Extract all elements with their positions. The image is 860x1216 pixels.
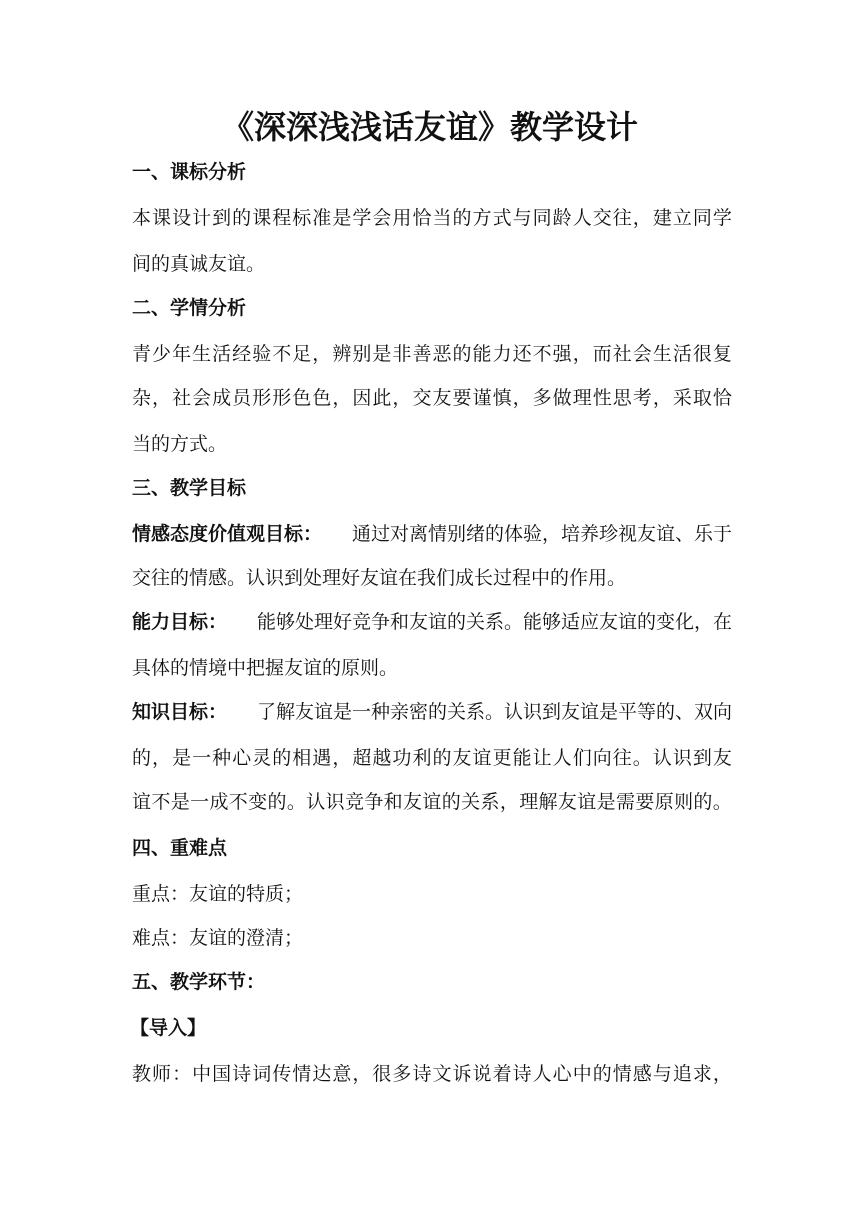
paragraph-line: 青 少 年 生 活 经 验 不 足 ， 辨 别 是 非 善 恶 的 能 力 还 不 强 ， 而 社 会 生 活 很 复 xyxy=(132,343,732,365)
objective-label: 知识目标： xyxy=(132,701,228,723)
paragraph-line: 谊 不 是 一 成 不 变 的 。 认 识 竞 争 和 友 谊 的 关 系 ， 理 解 友 谊 是 需 要 原 则 的 。 xyxy=(132,791,732,813)
paragraph-line: 具体的情境中把握友谊的原则。 xyxy=(132,657,399,679)
objective-knowledge-line xyxy=(132,698,732,726)
objective-text: 能够处理好竞争和友谊的关系。能够适应友谊的变化，在 xyxy=(256,611,732,633)
paragraph-line: 间的真诚友谊。 xyxy=(132,253,266,275)
objective-label: 能力目标： xyxy=(132,611,228,633)
objective-label: 情感态度价值观目标： xyxy=(132,523,323,545)
key-point-line: 重点：友谊的特质； xyxy=(132,883,304,905)
section-heading-key-points: 四、重难点 xyxy=(132,837,228,859)
paragraph-line: 教 师 ： 中 国 诗 词 传 情 达 意 ， 很 多 诗 文 诉 说 着 诗 人 心 中 的 情 感 与 追 求 ， xyxy=(132,1063,732,1085)
objective-ability-line xyxy=(132,608,732,636)
section-heading-objectives: 三、教学目标 xyxy=(132,477,247,499)
paragraph-line: 本 课 设 计 到 的 课 程 标 准 是 学 会 用 恰 当 的 方 式 与 同 龄 人 交 往 ， 建 立 同 学 xyxy=(132,207,732,229)
objective-text: 通过对离情别绪的体验，培养珍视友谊、乐于 xyxy=(351,523,732,545)
difficult-point-line: 难点：友谊的澄清； xyxy=(132,927,304,949)
objective-emotion-line xyxy=(132,520,732,548)
section-heading-curriculum: 一、课标分析 xyxy=(132,161,247,183)
paragraph-line: 杂 ， 社 会 成 员 形 形 色 色 ， 因 此 ， 交 友 要 谨 慎 ， 多 做 理 性 思 考 ， 采 取 恰 xyxy=(132,387,732,409)
objective-text: 了解友谊是一种亲密的关系。认识到友谊是平等的、双向 xyxy=(256,701,732,723)
subsection-heading-intro: 【导入】 xyxy=(130,1017,207,1039)
section-heading-teaching-steps: 五、教学环节： xyxy=(132,971,266,993)
document-title: 《深深浅浅话友谊》教学设计 xyxy=(221,108,638,146)
paragraph-line: 交往的情感。认识到处理好友谊在我们成长过程中的作用。 xyxy=(132,567,627,589)
paragraph-line: 当的方式。 xyxy=(132,433,228,455)
paragraph-line: 的 ， 是 一 种 心 灵 的 相 遇 ， 超 越 功 利 的 友 谊 更 能 让 人 们 向 往 。 认 识 到 友 xyxy=(132,747,732,769)
section-heading-students: 二、学情分析 xyxy=(132,297,247,319)
